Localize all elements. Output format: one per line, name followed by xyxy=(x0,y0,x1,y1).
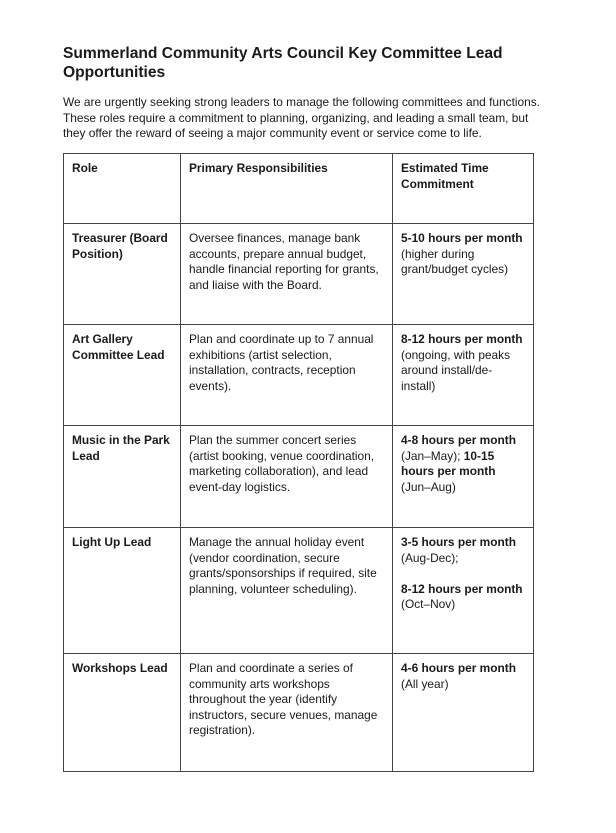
time-cell xyxy=(393,224,534,325)
time-hours: 5-10 hours per month xyxy=(401,231,523,245)
header-role: Role xyxy=(64,154,181,224)
responsibilities-cell: Plan the summer concert series (artist booking, venue coordination, marketing collaboration), and lead event-day logistics. xyxy=(181,426,393,528)
time-cell xyxy=(393,426,534,528)
role-cell: Treasurer (Board Position) xyxy=(64,224,181,325)
intro-paragraph: We are urgently seeking strong leaders to manage the following committees and functions. These roles require a commitment to planning, organizing, and leading a small team, but they offer the reward of seeing a major community event or service come to life. xyxy=(63,95,540,140)
time-note: (ongoing, with peaks around install/de-install) xyxy=(401,347,511,393)
time-cell xyxy=(393,654,534,772)
responsibilities-cell: Oversee finances, manage bank accounts, prepare annual budget, handle financial reporting for grants, and liaise with the Board. xyxy=(181,224,393,325)
time-hours: 4-6 hours per month xyxy=(401,661,516,675)
page-title: Summerland Community Arts Council Key Committee Lead Opportunities xyxy=(63,45,503,81)
time-hours-peak: 8-12 hours per month xyxy=(401,581,523,596)
time-note: (higher during grant/budget cycles) xyxy=(401,246,509,277)
header-time-commitment: Estimated Time Commitment xyxy=(393,154,534,224)
table-row xyxy=(64,224,534,325)
committee-table xyxy=(63,153,534,772)
table-row xyxy=(64,528,534,654)
header-responsibilities: Primary Responsibilities xyxy=(181,154,393,224)
responsibilities-cell: Plan and coordinate up to 7 annual exhibitions (artist selection, installation, contracts, reception events). xyxy=(181,325,393,426)
time-hours-peak: 10-15 hours per month xyxy=(401,448,496,479)
time-hours: 3-5 hours per month xyxy=(401,535,516,549)
time-note: (All year) xyxy=(401,676,449,691)
time-note: (Jan–May); xyxy=(401,448,461,463)
time-note-peak: (Oct–Nov) xyxy=(401,597,456,612)
time-note: (Aug-Dec); xyxy=(401,550,459,565)
table-header-row xyxy=(64,154,534,224)
time-cell xyxy=(393,325,534,426)
responsibilities-cell: Plan and coordinate a series of community arts workshops throughout the year (identify instructors, secure venues, manage registration). xyxy=(181,654,393,772)
role-cell: Music in the Park Lead xyxy=(64,426,181,528)
table-row xyxy=(64,426,534,528)
time-hours: 8-12 hours per month xyxy=(401,332,523,346)
role-cell: Light Up Lead xyxy=(64,528,181,654)
time-cell xyxy=(393,528,534,654)
table-row xyxy=(64,325,534,426)
time-note-peak: (Jun–Aug) xyxy=(401,479,456,494)
role-cell: Art Gallery Committee Lead xyxy=(64,325,181,426)
responsibilities-cell: Manage the annual holiday event (vendor coordination, secure grants/sponsorships if required, site planning, volunteer scheduling). xyxy=(181,528,393,654)
time-hours: 4-8 hours per month xyxy=(401,433,516,447)
table-row xyxy=(64,654,534,772)
role-cell: Workshops Lead xyxy=(64,654,181,772)
